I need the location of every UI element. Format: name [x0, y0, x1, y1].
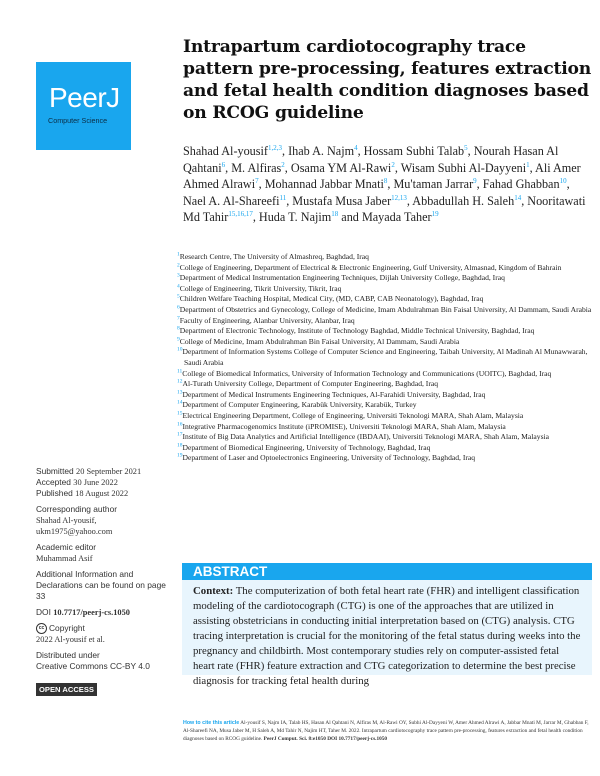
copyright-label: Copyright	[49, 623, 85, 633]
affiliation-text: Department of Information Systems College of Computer Science and Engineering, Taibah University, Al Madinah Al Munawwarah, Saudi Arabia	[182, 347, 588, 367]
article-metadata-sidebar	[36, 466, 171, 696]
affiliation-text: Department of Biomedical Engineering, University of Technology, Baghdad, Iraq	[182, 442, 431, 452]
affiliation-text: College of Engineering, Tikrit University, Tikrit, Iraq	[179, 283, 342, 293]
affiliation-item	[177, 400, 597, 411]
corresponding-name: Shahad Al-yousif,	[36, 516, 97, 525]
logo-brand: PeerJ	[49, 82, 120, 113]
author-name[interactable]: Osama YM Al-Rawi	[290, 160, 392, 175]
affiliation-item	[177, 273, 597, 284]
author-name[interactable]: Shahad Al-yousif	[183, 144, 268, 158]
affiliation-number: 1	[177, 251, 180, 258]
affiliation-number: 16	[177, 420, 183, 427]
author-name[interactable]: Ihab A. Najm	[288, 144, 355, 158]
cite-doi[interactable]: DOI 10.7717/peerj-cs.1050	[327, 736, 388, 743]
affiliation-text: Research Centre, The University of Almashreq, Baghdad, Iraq	[179, 252, 369, 261]
author-name[interactable]: Huda T. Najim	[258, 210, 332, 225]
author-affiliation-ref[interactable]: 2	[281, 160, 285, 169]
abstract-box	[182, 563, 592, 687]
author-name[interactable]: Hossam Subhi Talab	[363, 144, 465, 158]
author-affiliation-ref[interactable]: 14	[514, 193, 522, 202]
author-affiliation-ref[interactable]: 5	[464, 143, 468, 152]
author-affiliation-ref[interactable]: 1,2,3	[267, 143, 282, 152]
author-affiliation-ref[interactable]: 11	[279, 193, 287, 202]
author-affiliation-ref[interactable]: 18	[331, 210, 339, 219]
affiliation-number: 7	[177, 315, 180, 322]
abstract-heading: ABSTRACT	[182, 563, 592, 580]
affiliation-number: 10	[177, 346, 183, 353]
affiliation-text: College of Biomedical Informatics, University of Information Technology and Communications (UOITC), Baghdad, Iraq	[182, 368, 552, 378]
author-affiliation-ref[interactable]: 10	[559, 177, 567, 186]
affiliation-number: 6	[177, 304, 180, 311]
corresponding-email[interactable]: ukm1975@yahoo.com	[36, 527, 113, 536]
author-name[interactable]: Mu'taman Jarrar	[393, 177, 474, 192]
affiliation-number: 18	[177, 442, 183, 449]
dates-block	[36, 466, 171, 499]
published-date: 18 August 2022	[75, 489, 129, 498]
affiliation-item	[177, 453, 597, 464]
accepted-label: Accepted	[36, 477, 71, 487]
author-affiliation-ref[interactable]: 2	[391, 160, 395, 169]
affiliation-item	[177, 347, 597, 368]
published-label: Published	[36, 488, 73, 498]
paper-title: Intrapartum cardiotocography trace pattern pre-processing, features extraction and fetal health condition diagnoses based on RCOG guideline	[183, 37, 592, 123]
affiliation-number: 14	[177, 399, 183, 406]
cite-label: How to cite this article	[183, 720, 240, 726]
corresponding-author-block	[36, 504, 171, 537]
author-affiliation-ref[interactable]: 1	[526, 160, 530, 169]
affiliation-item	[177, 411, 597, 422]
affiliation-text: Children Welfare Teaching Hospital, Medical City, (MD, CABP, CAB Neonatology), Baghdad, Iraq	[179, 294, 484, 304]
author-name[interactable]: Mayada Taher	[361, 210, 432, 225]
affiliation-item	[177, 294, 597, 305]
affiliation-text: Department of Obstetrics and Gynecology, College of Medicine, Imam Abdulrahman Bin Faisal University, Al Dammam, Saudi Arabia	[179, 304, 592, 314]
affiliation-item	[177, 252, 597, 263]
affiliation-text: Department of Laser and Optoelectronics Engineering, University of Technology, Baghdad, Iraq	[182, 453, 476, 463]
affiliation-number: 19	[177, 452, 183, 459]
author-affiliation-ref[interactable]: 15,16,17	[228, 210, 253, 219]
abstract-context-label: Context:	[193, 585, 234, 597]
submitted-date: 20 September 2021	[76, 467, 142, 476]
author-name[interactable]: Nael A. Al-Shareefi	[183, 193, 280, 208]
author-name[interactable]: M. Alfiras	[231, 160, 282, 175]
citation-block	[183, 719, 595, 744]
creative-commons-icon: cc	[36, 623, 47, 634]
affiliation-number: 4	[177, 283, 180, 290]
affiliation-text: Integrative Pharmacogenomics Institute (iPROMISE), Universiti Teknologi MARA, Shah Alam, Malaysia	[182, 421, 506, 431]
peerj-logo	[36, 62, 131, 150]
affiliation-number: 5	[177, 293, 180, 300]
doi-link[interactable]: 10.7717/peerj-cs.1050	[53, 608, 130, 617]
affiliation-item	[177, 422, 597, 433]
editor-label: Academic editor	[36, 542, 97, 552]
affiliation-text: Department of Medical Instrumentation Engineering Techniques, Dijlah University College, Baghdad, Iraq	[179, 273, 505, 283]
open-access-badge: OPEN ACCESS	[36, 683, 97, 696]
author-affiliation-ref[interactable]: 9	[473, 177, 477, 186]
abstract-body	[182, 580, 592, 689]
affiliation-item	[177, 263, 597, 274]
author-name[interactable]: Fahad Ghabban	[482, 177, 560, 192]
distributed-label: Distributed under	[36, 650, 100, 661]
affiliation-number: 17	[177, 431, 183, 438]
affiliation-item	[177, 369, 597, 380]
affiliation-number: 9	[177, 336, 180, 343]
affiliation-item	[177, 337, 597, 348]
affiliation-number: 12	[177, 378, 183, 385]
author-name[interactable]: Mohannad Jabbar Mnati	[264, 177, 384, 192]
affiliation-text: Institute of Big Data Analytics and Artificial Intelligence (IBDAAI), Universiti Teknologi MARA, Shah Alam, Malaysia	[182, 432, 550, 442]
editor-name: Muhammad Asif	[36, 554, 93, 563]
author-affiliation-ref[interactable]: 6	[221, 160, 226, 169]
author-list: Shahad Al-yousif$^{1,2,3}$, Ihab A. Najm$^4$, Hossam Subhi Talab$^5$, Nourah Hasan Al Qahtani$^6$, M. Alfiras$^2$, Osama YM Al-Rawi$^2$, Wisam Subhi Al-Dayyeni$^1$, Ali Amer Ahmed Alrawi$^7$, Mohannad Jabbar Mnati$^8$, Mu'taman Jarrar$^9$, Fahad Ghabban$^{10}$, Nael A. Al-Shareefi$^{11}$, Mustafa Musa Jaber$^{12,13}$, Abbadullah H. Saleh$^{14}$, Nooritawati Md Tahir$^{15,16,17}$, Huda T. Najim$^{18}$ and Mayada Taher$^{19}$	[183, 143, 586, 225]
corresponding-label: Corresponding author	[36, 504, 118, 514]
author-name[interactable]: Wisam Subhi Al-Dayyeni	[400, 160, 527, 175]
affiliation-text: Department of Electronic Technology, Institute of Technology Baghdad, Middle Technical University, Baghdad, Iraq	[179, 326, 535, 336]
affiliation-item	[177, 390, 597, 401]
affiliation-number: 8	[177, 325, 180, 332]
affiliation-item	[177, 443, 597, 454]
affiliation-number: 3	[177, 272, 180, 279]
academic-editor-block	[36, 542, 171, 564]
author-affiliation-ref[interactable]: 8	[383, 177, 388, 186]
doi-block	[36, 607, 171, 618]
abstract-text: The computerization of both fetal heart rate (FHR) and intelligent classification modeling of the cardiotocograph (CTG) is one of the approaches that are utilized in assisting obstetricians in conducting initial interpretation based on (CTG) analysis. CTG tracing interpretation is crucial for the monitoring of the fetal status during weeks into the pregnancy and childbirth. Most contemporary studies rely on computer-assisted fetal heart rate (FHR) feature extraction and CTG categorization to determine the best precise diagnosis for tracking fetal health during	[193, 585, 581, 687]
author-name[interactable]: Nooritawati Md Tahir	[183, 193, 586, 225]
cite-journal: PeerJ Comput. Sci. 8:e1050	[263, 736, 326, 743]
affiliation-text: College of Engineering, Department of Electrical & Electronic Engineering, Gulf University, Almasnad, Kingdom of Bahrain	[179, 262, 562, 272]
affiliation-item	[177, 379, 597, 390]
author-name[interactable]: Ali Amer Ahmed Alrawi	[183, 160, 581, 192]
affiliation-item	[177, 326, 597, 337]
accepted-date: 30 June 2022	[73, 478, 118, 487]
license-link[interactable]: Creative Commons CC-BY 4.0	[36, 661, 150, 672]
license-block	[36, 650, 171, 672]
affiliation-text: Electrical Engineering Department, College of Engineering, Universiti Teknologi MARA, Shah Alam, Malaysia	[182, 410, 524, 420]
affiliation-text: Faculty of Engineering, Alanbar University, Alanbar, Iraq	[179, 315, 355, 325]
additional-info: Additional Information and Declarations can be found on page 33	[36, 569, 166, 601]
affiliation-number: 13	[177, 389, 183, 396]
logo-subtitle: Computer Science	[48, 116, 108, 125]
author-name[interactable]: Mustafa Musa Jaber	[292, 193, 392, 208]
affiliation-item	[177, 305, 597, 316]
affiliation-text: Al-Turath University College, Department of Computer Engineering, Baghdad, Iraq	[182, 379, 439, 389]
affiliation-text: Department of Medical Instruments Engineering Techniques, Al-Farahidi University, Baghdad, Iraq	[182, 389, 486, 399]
affiliation-item	[177, 432, 597, 443]
copyright-value: 2022 Al-yousif et al.	[36, 635, 105, 645]
author-name[interactable]: Nourah Hasan Al Qahtani	[183, 144, 559, 175]
author-affiliation-ref[interactable]: 4	[354, 143, 358, 152]
affiliation-text: Department of Computer Engineering, Karabük University, Karabük, Turkey	[182, 400, 417, 410]
author-affiliation-ref[interactable]: 12,13	[391, 193, 407, 202]
doi-label: DOI	[36, 607, 51, 617]
affiliation-number: 15	[177, 410, 183, 417]
author-name[interactable]: Abbadullah H. Saleh	[412, 193, 515, 208]
author-affiliation-ref[interactable]: 7	[255, 177, 259, 186]
cite-text: Al-yousif S, Najm IA, Talab HS, Hasan Al Qahtani N, Alfiras M, Al-Rawi OY, Subhi Al-Dayyeni W, Amer Ahmed Alrawi A, Jabbar Mnati M, Jarrar M, Ghabban F, Al-Shareefi NA, Musa Jaber M, H Saleh A, Md Tahir N, Najim HT, Taher M. 2022. Intrapartum cardiotocography trace pattern pre-processing, features extraction and fetal health condition diagnoses based on RCOG guideline.	[183, 720, 589, 743]
copyright-block	[36, 623, 171, 645]
affiliation-text: College of Medicine, Imam Abdulrahman Bin Faisal University, Al Dammam, Saudi Arabia	[179, 336, 460, 346]
submitted-label: Submitted	[36, 466, 74, 476]
affiliation-item	[177, 316, 597, 327]
affiliation-number: 2	[177, 262, 180, 269]
affiliation-number: 11	[177, 368, 183, 374]
affiliation-item	[177, 284, 597, 295]
author-affiliation-ref[interactable]: 19	[431, 210, 439, 219]
affiliation-list	[177, 252, 597, 464]
